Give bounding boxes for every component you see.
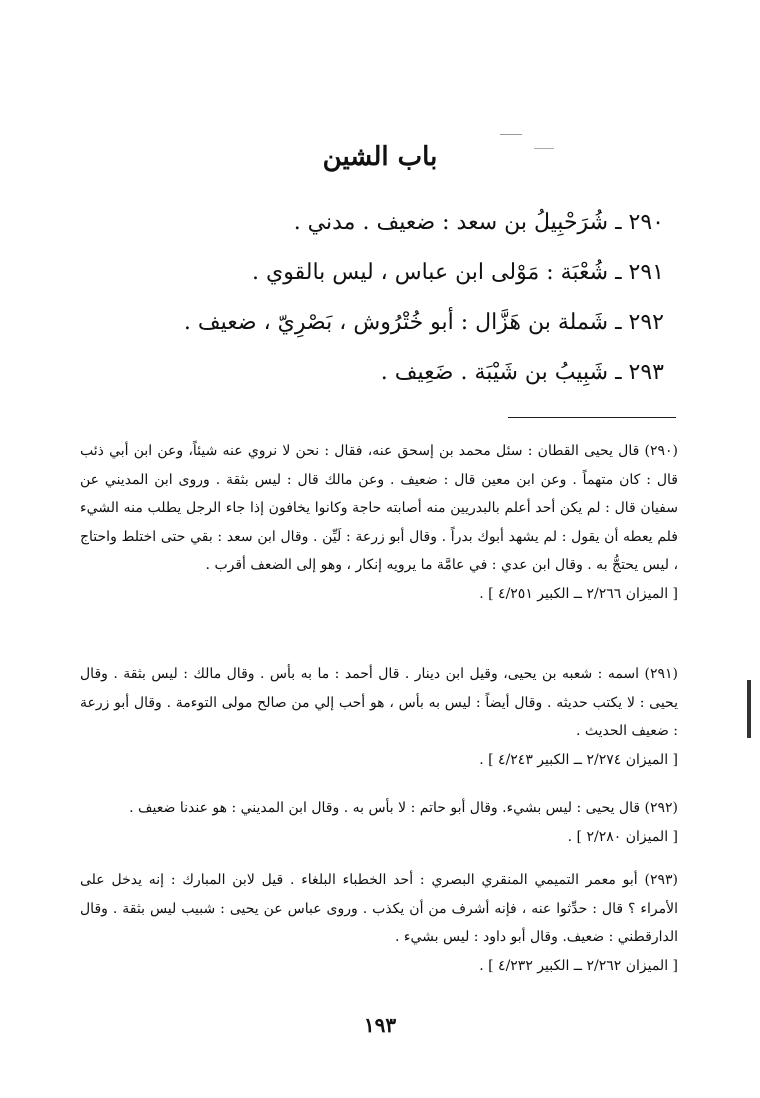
footnote-293 [80, 866, 678, 980]
footnote-reference: [ الميزان ٢/٢٦٢ ــ الكبير ٤/٢٣٢ ] . [479, 957, 678, 974]
footnote-292 [80, 794, 678, 851]
footnote-reference: [ الميزان ٢/٢٨٠ ] . [567, 828, 678, 845]
entry-291: ٢٩١ ـ شُعْبَة : مَوْلى ابن عباس ، ليس بالقوي . [252, 260, 664, 285]
chapter-title: باب الشين [322, 142, 438, 172]
footnote-divider [508, 417, 676, 418]
footnote-text: (٢٩١) اسمه : شعبه بن يحيى، وقيل ابن دينار . قال أحمد : ما به بأس . وقال مالك : ليس بثقة . وقال يحيى : لا يكتب حديثه . وقال أيضاً : ليس به بأس ، هو أحب إلي من صالح مولى التوءمة . وقال أبو زرعة : ضعيف الحديث . [80, 666, 678, 739]
scan-edge-mark [747, 680, 751, 738]
page-number: ١٩٣ [363, 1013, 397, 1037]
footnote-reference: [ الميزان ٢/٢٧٤ ــ الكبير ٤/٢٤٣ ] . [479, 751, 678, 768]
entry-292: ٢٩٢ ـ شَملة بن هَزَّال : أبو خُتْرُوش ، بَصْرِيّ ، ضعيف . [183, 310, 664, 335]
footnote-reference: [ الميزان ٢/٢٦٦ ــ الكبير ٤/٢٥١ ] . [479, 585, 678, 602]
footnote-290 [80, 437, 678, 608]
footnote-text: (٢٩٢) قال يحيى : ليس بشيء. وقال أبو حاتم : لا بأس به . وقال ابن المديني : هو عندنا ضعيف . [129, 800, 678, 816]
footnote-text: (٢٩٣) أبو معمر التميمي المنقري البصري : أحد الخطباء البلغاء . قيل لابن المبارك : إنه يدخل على الأمراء ؟ قال : حدِّثوا عنه ، فإنه أشرف من أن يكذب . وروى عباس عن يحيى : شبيب ليس بثقة . وقال الدارقطني : ضعيف. وقال أبو داود : ليس بشيء . [80, 872, 678, 945]
entry-290: ٢٩٠ ـ شُرَحْبِيلُ بن سعد : ضعيف . مدني . [293, 210, 664, 235]
scan-mark [500, 134, 522, 135]
footnote-291 [80, 660, 678, 774]
entry-293: ٢٩٣ ـ شَبِيبُ بن شَيْبَة . ضَعِيف . [380, 360, 664, 385]
footnote-text: (٢٩٠) قال يحيى القطان : سئل محمد بن إسحق عنه، فقال : نحن لا نروي عنه شيئاً، وعن ابن أبي ذئب قال : كان متهماً . وعن ابن معين قال : ضعيف . وعن مالك قال : ليس بثقة . وروى ابن المديني عن سفيان قال : لم يكن أحد أعلم بالبدريين منه أصابته حاجة وكانوا يخافون إذا جاء الرجل يطلب منه الشيء فلم يعطه أن يقول : لم يشهد أبوك بدراً . وقال أبو زرعة : لَيِّن . وقال ابن سعد : بقي حتى اختلط واحتاج ، ليس يحتجُّ به . وقال ابن عدي : في عامَّة ما يرويه إنكار ، وهو إلى الضعف أقرب . [80, 443, 678, 573]
